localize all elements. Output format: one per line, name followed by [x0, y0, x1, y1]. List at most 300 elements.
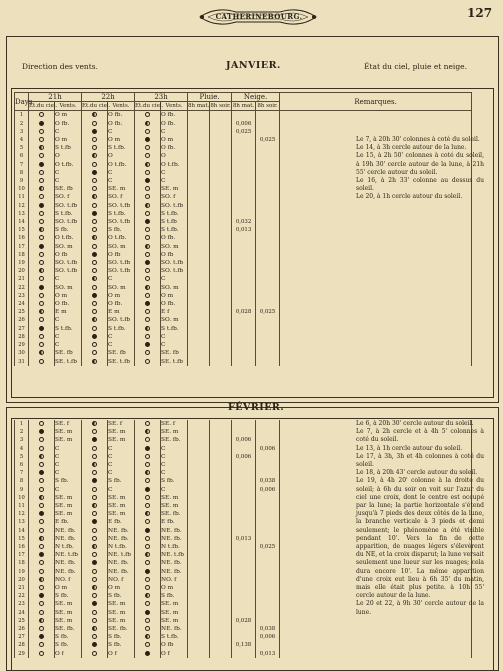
wind-22: SO. m: [108, 243, 135, 251]
sky-symbol-icon: [39, 194, 44, 199]
remarks-cell: [280, 267, 472, 275]
day-number: 25: [15, 308, 29, 316]
neige-mat: [232, 341, 256, 349]
day-number: 14: [15, 218, 29, 226]
pluie-mat: [188, 641, 210, 649]
sky-state-23: [135, 267, 161, 275]
remarks-cell: [280, 292, 472, 300]
wind-22: NE. fb.: [108, 559, 135, 567]
sky-state-21: [29, 576, 55, 584]
wind-21: SO. m: [55, 284, 82, 292]
header-days: Days: [15, 93, 29, 111]
sky-symbol-icon: [145, 585, 150, 590]
sky-symbol-icon: [145, 145, 150, 150]
sky-state-22: [82, 251, 108, 259]
sky-state-21: [29, 469, 55, 477]
wind-21: S t.fb.: [55, 210, 82, 218]
sky-symbol-icon: [39, 326, 44, 331]
neige-soir: 0,006: [256, 633, 280, 641]
state-label: État du ciel, pluie et neige.: [364, 62, 467, 71]
pluie-mat: [188, 633, 210, 641]
sky-symbol-icon: [92, 528, 97, 533]
neige-mat: [232, 358, 256, 366]
remarks-cell: [280, 325, 472, 333]
pluie-mat: [188, 144, 210, 152]
sky-state-22: [82, 341, 108, 349]
neige-mat: [232, 633, 256, 641]
sky-symbol-icon: [39, 429, 44, 434]
pluie-mat: [188, 120, 210, 128]
pluie-mat: [188, 234, 210, 242]
sky-state-22: [82, 177, 108, 185]
sky-symbol-icon: [92, 342, 97, 347]
sky-symbol-icon: [39, 478, 44, 483]
pluie-mat: [188, 111, 210, 120]
pluie-mat: [188, 527, 210, 535]
sky-symbol-icon: [92, 560, 97, 565]
neige-soir: [256, 510, 280, 518]
wind-23: SO. t.fb: [161, 202, 188, 210]
sky-state-23: [135, 234, 161, 242]
sky-state-22: [82, 349, 108, 357]
sky-symbol-icon: [92, 519, 97, 524]
wind-21: S fb.: [55, 477, 82, 485]
sky-symbol-icon: [92, 610, 97, 615]
sky-symbol-icon: [39, 252, 44, 257]
sky-state-23: [135, 535, 161, 543]
sky-symbol-icon: [145, 462, 150, 467]
neige-soir: [256, 617, 280, 625]
sky-symbol-icon: [145, 203, 150, 208]
sky-state-22: [82, 267, 108, 275]
pluie-mat: [188, 469, 210, 477]
day-number: 11: [15, 193, 29, 201]
sky-symbol-icon: [92, 129, 97, 134]
sky-state-22: [82, 185, 108, 193]
sky-symbol-icon: [92, 601, 97, 606]
wind-23: SE. m: [161, 428, 188, 436]
sky-state-21: [29, 202, 55, 210]
remark-entry: Le 6, à 20h 30' cercle autour du soleil.: [356, 420, 474, 427]
neige-mat: [232, 202, 256, 210]
neige-mat: [232, 568, 256, 576]
day-number: 7: [15, 161, 29, 169]
table-row: [15, 251, 472, 259]
sky-symbol-icon: [145, 342, 150, 347]
pluie-mat: [188, 436, 210, 444]
wind-21: N t.fb.: [55, 543, 82, 551]
header-etat-23: Et.du ciel.: [135, 103, 164, 110]
wind-23: O fb: [161, 641, 188, 649]
neige-mat: [232, 502, 256, 510]
day-number: 10: [15, 185, 29, 193]
sky-state-22: [82, 551, 108, 559]
sky-state-21: [29, 275, 55, 283]
wind-23: O m: [161, 584, 188, 592]
day-number: 15: [15, 535, 29, 543]
sky-state-21: [29, 510, 55, 518]
neige-mat: [232, 275, 256, 283]
pluie-soir: [210, 584, 232, 592]
neige-soir: [256, 259, 280, 267]
header-pluie-mat: 8h mat.: [188, 103, 210, 110]
sky-symbol-icon: [39, 137, 44, 142]
day-number: 29: [15, 650, 29, 658]
table-row: [15, 267, 472, 275]
sky-symbol-icon: [145, 252, 150, 257]
wind-22: SE. m: [108, 617, 135, 625]
neige-mat: [232, 650, 256, 658]
wind-22: C: [108, 275, 135, 283]
day-number: 19: [15, 259, 29, 267]
sky-state-23: [135, 136, 161, 144]
wind-23: SE. m: [161, 494, 188, 502]
wind-23: O fb.: [161, 120, 188, 128]
neige-mat: [232, 193, 256, 201]
sky-symbol-icon: [145, 437, 150, 442]
day-number: 8: [15, 477, 29, 485]
header-vents-22: Vents.: [108, 102, 135, 111]
sky-symbol-icon: [39, 470, 44, 475]
sky-symbol-icon: [39, 446, 44, 451]
sky-state-21: [29, 185, 55, 193]
wind-22: O t.fb.: [108, 161, 135, 169]
pluie-soir: [210, 445, 232, 453]
wind-22: SE. fb: [108, 349, 135, 357]
wind-23: S t.fb.: [161, 325, 188, 333]
day-number: 6: [15, 152, 29, 160]
wind-22: C: [108, 445, 135, 453]
table-row: [15, 358, 472, 366]
neige-soir: [256, 316, 280, 324]
wind-22: SE. m: [108, 609, 135, 617]
wind-21: C: [55, 316, 82, 324]
pluie-soir: [210, 453, 232, 461]
sky-symbol-icon: [39, 569, 44, 574]
wind-21: SE. m: [55, 494, 82, 502]
pluie-mat: [188, 251, 210, 259]
day-number: 9: [15, 177, 29, 185]
header-neige: Neige.: [232, 93, 280, 102]
neige-soir: [256, 502, 280, 510]
sky-state-21: [29, 333, 55, 341]
sky-state-22: [82, 486, 108, 494]
sky-symbol-icon: [145, 544, 150, 549]
neige-soir: [256, 292, 280, 300]
wind-22: NE. fb.: [108, 527, 135, 535]
day-number: 7: [15, 469, 29, 477]
wind-21: S fb.: [55, 641, 82, 649]
sky-state-22: [82, 120, 108, 128]
sky-state-23: [135, 453, 161, 461]
sky-symbol-icon: [92, 626, 97, 631]
table-row: [15, 625, 472, 633]
sky-state-23: [135, 185, 161, 193]
wind-22: O fb.: [108, 111, 135, 120]
remark-entry: Le 20, à 1h cercle autour du soleil.: [356, 193, 463, 201]
day-number: 9: [15, 486, 29, 494]
sky-state-23: [135, 576, 161, 584]
sky-state-23: [135, 292, 161, 300]
header-vents-23: Vents.: [161, 102, 188, 111]
neige-mat: [232, 267, 256, 275]
wind-23: SE. fb.: [161, 436, 188, 444]
pluie-soir: [210, 609, 232, 617]
sky-symbol-icon: [145, 511, 150, 516]
sky-symbol-icon: [39, 560, 44, 565]
sky-state-21: [29, 641, 55, 649]
remark-entry: Le 7, à 20h 30' colonnes à coté du soleil.: [356, 136, 480, 143]
sky-state-23: [135, 341, 161, 349]
wind-21: SO. t.fb: [55, 259, 82, 267]
sky-symbol-icon: [39, 618, 44, 623]
wind-23: C: [161, 128, 188, 136]
neige-soir: [256, 251, 280, 259]
sky-state-23: [135, 120, 161, 128]
sky-state-22: [82, 518, 108, 526]
table-row: [15, 341, 472, 349]
sky-state-21: [29, 152, 55, 160]
wind-23: SO. m: [161, 316, 188, 324]
sky-symbol-icon: [39, 437, 44, 442]
pluie-mat: [188, 292, 210, 300]
sky-symbol-icon: [145, 137, 150, 142]
sky-state-23: [135, 494, 161, 502]
wind-21: C: [55, 177, 82, 185]
sky-symbol-icon: [145, 235, 150, 240]
sky-symbol-icon: [39, 334, 44, 339]
pluie-soir: [210, 625, 232, 633]
sky-symbol-icon: [92, 244, 97, 249]
wind-21: C: [55, 128, 82, 136]
table-row: [15, 234, 472, 242]
sky-state-22: [82, 193, 108, 201]
neige-soir: 0,025: [256, 543, 280, 551]
pluie-soir: [210, 161, 232, 169]
remarks-cell: [280, 641, 472, 649]
day-number: 4: [15, 136, 29, 144]
sky-state-21: [29, 136, 55, 144]
neige-mat: [232, 177, 256, 185]
wind-23: N t.fb.: [161, 543, 188, 551]
day-number: 13: [15, 210, 29, 218]
neige-soir: [256, 218, 280, 226]
neige-mat: [232, 420, 256, 428]
sky-state-22: [82, 633, 108, 641]
sky-symbol-icon: [92, 487, 97, 492]
sky-symbol-icon: [145, 178, 150, 183]
remarks-cell: [280, 111, 472, 120]
sky-symbol-icon: [145, 194, 150, 199]
neige-soir: [256, 144, 280, 152]
wind-23: O f: [161, 650, 188, 658]
neige-mat: 0,028: [232, 617, 256, 625]
pluie-soir: [210, 325, 232, 333]
wind-21: SO. f: [55, 193, 82, 201]
sky-state-22: [82, 576, 108, 584]
sky-symbol-icon: [92, 334, 97, 339]
table-row: [15, 308, 472, 316]
neige-soir: [256, 641, 280, 649]
neige-soir: [256, 234, 280, 242]
sky-symbol-icon: [39, 487, 44, 492]
wind-21: NE. fb.: [55, 535, 82, 543]
pluie-mat: [188, 535, 210, 543]
sky-state-23: [135, 349, 161, 357]
sky-state-22: [82, 592, 108, 600]
neige-mat: [232, 543, 256, 551]
pluie-mat: [188, 428, 210, 436]
pluie-mat: [188, 300, 210, 308]
sky-symbol-icon: [145, 334, 150, 339]
sky-state-22: [82, 600, 108, 608]
running-head: CATHERINEBOURG.: [215, 12, 303, 21]
neige-soir: [256, 469, 280, 477]
pluie-mat: [188, 358, 210, 366]
pluie-soir: [210, 551, 232, 559]
pluie-mat: [188, 185, 210, 193]
wind-21: NE. t.fb: [55, 551, 82, 559]
sky-state-21: [29, 161, 55, 169]
pluie-soir: [210, 559, 232, 567]
day-number: 10: [15, 494, 29, 502]
sky-state-23: [135, 445, 161, 453]
header-hour-22: 22h: [82, 93, 135, 102]
sky-symbol-icon: [92, 301, 97, 306]
pluie-soir: [210, 202, 232, 210]
sky-state-23: [135, 259, 161, 267]
wind-21: SE. fb: [55, 349, 82, 357]
sky-state-23: [135, 316, 161, 324]
sky-symbol-icon: [145, 634, 150, 639]
neige-mat: [232, 316, 256, 324]
wind-22: O f: [108, 650, 135, 658]
neige-soir: [256, 349, 280, 357]
sky-symbol-icon: [145, 301, 150, 306]
wind-23: SO. t.fb: [161, 259, 188, 267]
sky-symbol-icon: [145, 244, 150, 249]
sky-symbol-icon: [92, 478, 97, 483]
wind-22: SE. f: [108, 420, 135, 428]
sky-symbol-icon: [39, 121, 44, 126]
pluie-soir: [210, 308, 232, 316]
sky-symbol-icon: [39, 227, 44, 232]
sky-symbol-icon: [39, 544, 44, 549]
sky-symbol-icon: [145, 276, 150, 281]
wind-22: S fb.: [108, 477, 135, 485]
sky-state-22: [82, 358, 108, 366]
sky-symbol-icon: [92, 454, 97, 459]
wind-23: S t.fb.: [161, 633, 188, 641]
wind-22: S t.fb.: [108, 210, 135, 218]
table-row: [15, 617, 472, 625]
pluie-mat: [188, 308, 210, 316]
pluie-soir: [210, 226, 232, 234]
sky-state-21: [29, 502, 55, 510]
sky-symbol-icon: [92, 359, 97, 364]
sky-symbol-icon: [39, 462, 44, 467]
sky-symbol-icon: [145, 446, 150, 451]
wind-23: S t.fb.: [161, 226, 188, 234]
neige-mat: [232, 576, 256, 584]
sky-symbol-icon: [92, 437, 97, 442]
wind-23: S t.fb: [161, 218, 188, 226]
sky-symbol-icon: [92, 618, 97, 623]
pluie-soir: [210, 120, 232, 128]
page-number: 127: [467, 6, 493, 20]
sky-state-22: [82, 453, 108, 461]
day-number: 26: [15, 625, 29, 633]
pluie-mat: [188, 617, 210, 625]
wind-23: SE. fb.: [161, 510, 188, 518]
wind-23: NE. t.fb: [161, 551, 188, 559]
header-etat-21: Et.du ciel.: [29, 103, 58, 110]
day-number: 3: [15, 128, 29, 136]
table-row: [15, 111, 472, 120]
wind-22: NE. t.fb: [108, 551, 135, 559]
sky-symbol-icon: [145, 536, 150, 541]
sky-symbol-icon: [92, 293, 97, 298]
table-row: [15, 349, 472, 357]
sky-symbol-icon: [145, 601, 150, 606]
pluie-mat: [188, 152, 210, 160]
sky-state-21: [29, 477, 55, 485]
pluie-soir: [210, 650, 232, 658]
pluie-soir: [210, 341, 232, 349]
day-number: 21: [15, 275, 29, 283]
sky-state-21: [29, 551, 55, 559]
pluie-mat: [188, 161, 210, 169]
sky-symbol-icon: [92, 227, 97, 232]
table-row: [15, 243, 472, 251]
neige-soir: [256, 177, 280, 185]
sky-state-23: [135, 650, 161, 658]
sky-symbol-icon: [39, 219, 44, 224]
sky-symbol-icon: [145, 626, 150, 631]
pluie-mat: [188, 518, 210, 526]
sky-state-21: [29, 633, 55, 641]
wind-22: O m: [108, 136, 135, 144]
sky-symbol-icon: [39, 145, 44, 150]
neige-mat: [232, 234, 256, 242]
sky-state-21: [29, 535, 55, 543]
sky-state-23: [135, 518, 161, 526]
sky-state-21: [29, 349, 55, 357]
remarks-cell: [280, 358, 472, 366]
day-number: 15: [15, 226, 29, 234]
sky-state-22: [82, 111, 108, 120]
sky-symbol-icon: [39, 129, 44, 134]
wind-21: SO. t.fb: [55, 202, 82, 210]
wind-23: S fb.: [161, 592, 188, 600]
sky-symbol-icon: [39, 601, 44, 606]
neige-mat: [232, 251, 256, 259]
day-number: 17: [15, 243, 29, 251]
day-number: 12: [15, 510, 29, 518]
sky-symbol-icon: [92, 446, 97, 451]
neige-mat: [232, 486, 256, 494]
wind-21: E fb.: [55, 518, 82, 526]
sky-state-21: [29, 609, 55, 617]
sky-symbol-icon: [92, 350, 97, 355]
sky-symbol-icon: [145, 618, 150, 623]
day-number: 28: [15, 333, 29, 341]
neige-mat: [232, 333, 256, 341]
sky-symbol-icon: [145, 153, 150, 158]
neige-soir: 0,025: [256, 308, 280, 316]
neige-mat: 0,006: [232, 436, 256, 444]
wind-23: C: [161, 469, 188, 477]
